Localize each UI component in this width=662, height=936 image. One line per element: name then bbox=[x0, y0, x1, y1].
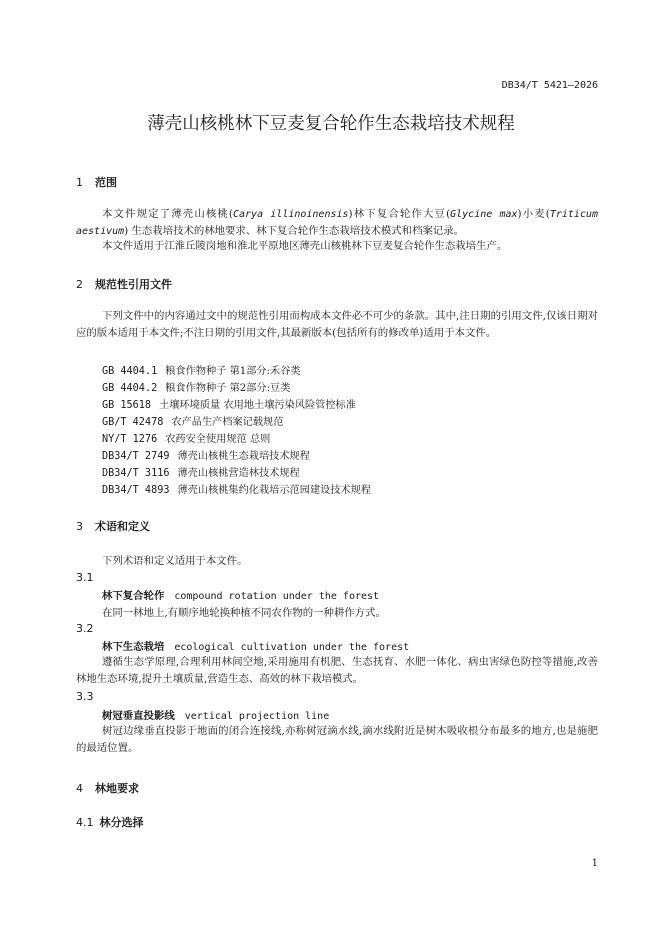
subsection-title: 林分选择 bbox=[99, 816, 144, 829]
section-title: 规范性引用文件 bbox=[95, 278, 172, 291]
text-run: )小麦( bbox=[517, 208, 550, 220]
section-number: 1 bbox=[76, 176, 83, 189]
reference-item bbox=[102, 396, 356, 411]
term-chinese: 林下复合轮作 bbox=[102, 590, 165, 602]
term-english: vertical projection line bbox=[184, 711, 330, 722]
reference-item bbox=[102, 481, 371, 496]
latin-name: Triticum aestivum bbox=[76, 209, 599, 237]
reference-title: 薄壳山核桃生态栽培技术规程 bbox=[177, 451, 310, 462]
reference-title: 薄壳山核桃集约化栽培示范园建设技术规程 bbox=[177, 485, 372, 496]
term-definition: 遵循生态学原理,合理利用林间空地,采用施用有机肥、生态抚育、水肥一体化、病虫害绿色防控等措施,改善林地生态环境,提升土壤质量,营造生态、高效的林下栽培模式。 bbox=[76, 656, 598, 685]
reference-code: GB/T 42478 bbox=[102, 417, 164, 428]
reference-code: GB 15618 bbox=[102, 400, 152, 411]
reference-title: 粮食作物种子 第1部分:禾谷类 bbox=[165, 366, 301, 377]
document-title: 薄壳山核桃林下豆麦复合轮作生态栽培技术规程 bbox=[147, 114, 515, 134]
section-1-paragraph-1 bbox=[76, 206, 598, 240]
term-number: 3.2 bbox=[76, 622, 94, 635]
reference-item bbox=[102, 413, 283, 428]
reference-item bbox=[102, 464, 300, 479]
term-chinese: 林下生态栽培 bbox=[102, 641, 165, 653]
reference-title: 土壤环境质量 农用地土壤污染风险管控标准 bbox=[159, 400, 356, 411]
term-heading bbox=[102, 587, 379, 602]
text-run: ) 生态栽培技术的林地要求、林下复合轮作生态栽培技术模式和档案记录。 bbox=[124, 225, 465, 237]
section-2-intro: 下列文件中的内容通过文中的规范性引用而构成本文件必不可少的条款。其中,注日期的引用文件,仅该日期对应的版本适用于本文件;不注日期的引用文件,其最新版本(包括所有的修改单)适用于本文件。 bbox=[76, 310, 598, 339]
subsection-4-1-heading bbox=[76, 814, 144, 830]
reference-code: GB 4404.2 bbox=[102, 383, 158, 394]
section-2-heading bbox=[76, 276, 172, 292]
reference-code: DB34/T 4893 bbox=[102, 485, 170, 496]
reference-item bbox=[102, 430, 270, 445]
term-chinese: 树冠垂直投影线 bbox=[102, 710, 175, 722]
standard-code: DB34/T 5421—2026 bbox=[501, 80, 598, 91]
section-title: 术语和定义 bbox=[95, 520, 150, 533]
reference-title: 农产品生产档案记载规范 bbox=[171, 417, 284, 428]
section-number: 4 bbox=[76, 782, 83, 795]
term-number: 3.3 bbox=[76, 690, 94, 703]
reference-item bbox=[102, 362, 301, 377]
section-number: 2 bbox=[76, 278, 83, 291]
term-english: ecological cultivation under the forest bbox=[174, 642, 410, 653]
section-title: 林地要求 bbox=[95, 782, 139, 795]
reference-item bbox=[102, 379, 290, 394]
reference-title: 粮食作物种子 第2部分:豆类 bbox=[165, 383, 291, 394]
section-1-heading bbox=[76, 174, 117, 190]
text-run: )林下复合轮作大豆( bbox=[348, 208, 451, 220]
term-english: compound rotation under the forest bbox=[174, 591, 380, 602]
reference-item bbox=[102, 447, 310, 462]
text-run: 本文件规定了薄壳山核桃( bbox=[102, 208, 233, 220]
latin-name: Carya illinoinensis bbox=[233, 209, 349, 220]
section-1-paragraph-2: 本文件适用于江淮丘陵岗地和淮北平原地区薄壳山核桃林下豆麦复合轮作生态栽培生产。 bbox=[102, 240, 508, 252]
reference-title: 薄壳山核桃营造林技术规程 bbox=[177, 468, 300, 479]
section-number: 3 bbox=[76, 520, 83, 533]
term-heading bbox=[102, 638, 409, 653]
term-definition: 在同一林地上,有顺序地轮换种植不同农作物的一种耕作方式。 bbox=[102, 607, 386, 619]
subsection-number: 4.1 bbox=[76, 816, 94, 829]
reference-code: DB34/T 2749 bbox=[102, 451, 170, 462]
reference-code: NY/T 1276 bbox=[102, 434, 158, 445]
section-4-heading bbox=[76, 780, 139, 796]
reference-code: GB 4404.1 bbox=[102, 366, 158, 377]
reference-code: DB34/T 3116 bbox=[102, 468, 170, 479]
term-definition: 树冠边缘垂直投影于地面的闭合连接线,亦称树冠滴水线,滴水线附近是树木吸收根分布最多的地方,也是施肥的最适位置。 bbox=[76, 725, 598, 754]
section-title: 范围 bbox=[95, 176, 117, 189]
term-number: 3.1 bbox=[76, 571, 94, 584]
term-heading bbox=[102, 707, 329, 722]
section-3-heading bbox=[76, 518, 150, 534]
latin-name: Glycine max bbox=[450, 209, 518, 220]
reference-title: 农药安全使用规范 总则 bbox=[165, 434, 271, 445]
page-number: 1 bbox=[591, 858, 598, 869]
section-3-intro: 下列术语和定义适用于本文件。 bbox=[102, 555, 248, 567]
